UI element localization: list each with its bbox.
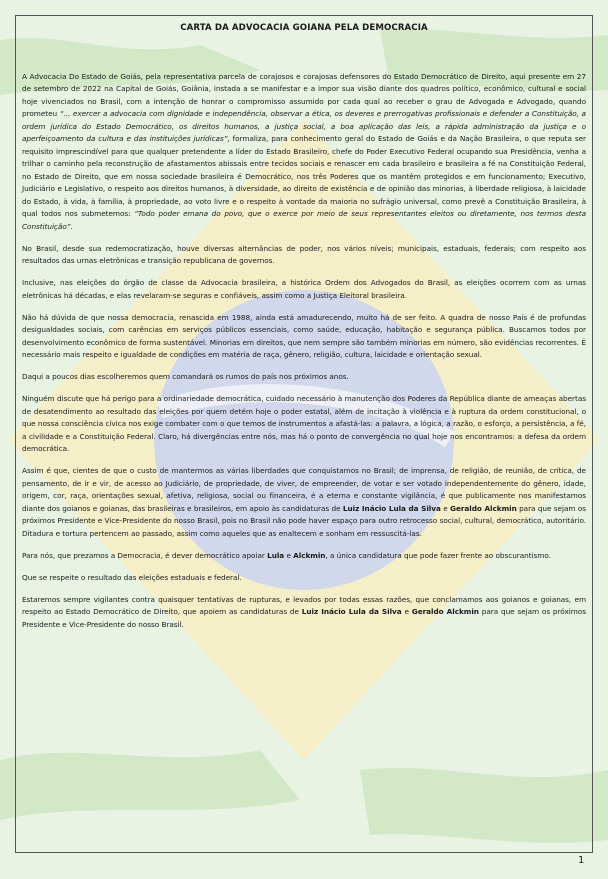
paragraph-4: Não há dúvida de que nossa democracia, renascida em 1988, ainda está amadurecendo, muito há de ser feito. A quadra de nosso País é de profundas desigualdades sociais, com carências em serviços públicos essenciais, como saúde, educação, habitação e segurança pública. Buscamos todos por desenvolvimento econômico de forma sustentável. Minorias em direitos, que nem sempre são também minorias em número, são evidências recorrentes. É necessário mais respeito e igualdade de condições em matéria de raça, gênero, religião, cultura, laicidade e orientação sexual.	[22, 312, 586, 359]
p10-and: e	[401, 607, 412, 616]
p1-end: .	[70, 221, 73, 231]
paragraph-7	[22, 465, 586, 540]
p7-text-cont: para que sejam os próximos Presidente e Vice-Presidente do nosso Brasil, pois no Brasil não pode haver espaço para outro retrocesso social, cultural, democrático, autoritário. Ditadura e tortura pertencem ao passado, assim como aqueles que as enaltecem e sonham em ressuscitá-las.	[22, 503, 586, 538]
p7-candidate-lula: Luiz Inácio Lula da Silva	[342, 503, 441, 513]
p8-lula: Lula	[267, 550, 285, 560]
p7-text: Assim é que, cientes de que o custo de mantermos as várias liberdades que conquistamos no Brasil; de imprensa, de religião, de reunião, de crítica, de pensamento, de ir e vir, de acesso ao Judiciário, de propriedade, de viver, de empreender, de votar e ser votado independentemente do gênero, idade, origem, cor, raça, orientações sexual, afetiva, religiosa, social ou financeira, é a eterna e constante vigilância, é que publicamente nos manifestamos diante dos goianos e goianas, das brasileiras e brasileiros, em apoio às candidaturas de	[22, 466, 586, 513]
p8-text-cont: , a única candidatura que pode fazer frente ao obscurantismo.	[325, 550, 551, 560]
paragraph-9: Que se respeite o resultado das eleições estaduais e federal.	[22, 572, 242, 582]
page-number: 1	[578, 855, 585, 866]
p7-and: e	[440, 503, 451, 513]
p1-text: A Advocacia Do Estado de Goiás, pela representativa parcela de corajosos e corajosas defensores do Estado Democrático de Direito, aqui presente em 27 de setembro de 2022 na Capital de Goiás, Goiânia, instada a se manifestar e a impor sua visão diante dos quadros político, econômico, cultural e social hoje vivenciados no Brasil, com a intenção de honrar o compromisso assumido por cada qual ao receber o grau de Advogada e Advogado, quando prometeu	[22, 71, 586, 118]
paragraph-10	[22, 594, 586, 632]
p10-candidate-alckmin: Geraldo Alckmin	[411, 607, 479, 616]
p1-text-cont: , formaliza, para conhecimento geral do Estado de Goiás e da Nação Brasileira, o que reputa ser requisito imprescindível para que qualquer pretendente a líder do Estado Brasileiro, chefe do Poder Executivo Federal ocupando sua Presidência, venha a trilhar o caminho pela reconstrução de afastamentos abissais entre tecidos sociais e renascer em cada brasileiro e brasileira a fé na Constituição Federal, no Estado de Direito, que em nossa sociedade brasileira é Democrático, nos três Poderes que os mantêm protegidos e em funcionamento; Executivo, Judiciário e Legislativo, o respeito aos direitos humanos, à diversidade, ao direito de existência e de opinião das minorias, à liberdade religiosa, à laicidade do Estado, à vida, à família, à propriedade, ao voto livre e o respeito à vontade da maioria no sufrágio universal, como prevê a Constituição Brasileira, à qual todos nos submetemos:	[22, 134, 586, 218]
paragraph-6: Ninguém discute que há perigo para a ordinariedade democrática, cuidado necessário à manutenção dos Poderes da República diante de ameaças abertas de desatendimento ao resultado das eleições por quem detém hoje o poder estatal, além de incitação à violência e à ruptura da ordem constitucional, o que nossa consciência cívica nos exige combater com o que temos de instrumentos a afastá-las: a palavra, a lógica, a razão, o esforço, a persistência, a fé, a civilidade e a Constituição Federal. Claro, há divergências entre nós, mas há o ponto de convergência no qual hoje nos encontramos: a defesa da ordem democrática.	[22, 394, 586, 453]
p8-text: Para nós, que prezamos a Democracia, é dever democrático apoiar	[22, 550, 268, 560]
p10-candidate-lula: Luiz Inácio Lula da Silva	[301, 607, 402, 616]
p7-candidate-alckmin: Geraldo Alckmin	[450, 503, 517, 513]
paragraph-2: No Brasil, desde sua redemocratização, houve diversas alternâncias de poder, nos vários níveis; municipais, estaduais, federais; com respeito aos resultados das urnas eletrônicas e transição republicana de governos.	[22, 243, 586, 265]
paragraph-5: Daqui a poucos dias escolheremos quem comandará os rumos do país nos próximos anos.	[22, 372, 349, 381]
paragraph-3: Inclusive, nas eleições do órgão de classe da Advocacia brasileira, a histórica Ordem dos Advogados do Brasil, as eleições ocorrem com as urnas eletrônicas há décadas, e elas revelaram-se seguras e confiáveis, assim como a Justiça Eleitoral brasileira.	[22, 278, 586, 300]
p1-constitution-quote: “Todo poder emana do povo, que o exerce por meio de seus representantes eleitos ou diretamente, nos termos desta Constituição”	[22, 209, 587, 231]
paragraph-8	[22, 550, 586, 563]
document-title: CARTA DA ADVOCACIA GOIANA PELA DEMOCRACIA	[180, 23, 428, 33]
p8-alckmin: Alckmin	[293, 550, 326, 560]
p10-text-cont: para que sejam os próximos Presidente e Vice-Presidente do nosso Brasil.	[22, 607, 586, 629]
p8-and: e	[284, 550, 294, 560]
letter-body	[22, 22, 586, 641]
p10-text: Estaremos sempre vigilantes contra quaisquer tentativas de rupturas, e levados por todas essas razões, que conclamamos aos goianos e goianas, em respeito ao Estado Democrático de Direito, que apoiem as candidaturas de	[22, 594, 586, 616]
paragraph-1	[22, 71, 586, 234]
p1-oath-quote: “... exercer a advocacia com dignidade e independência, observar a ética, os deveres e prerrogativas profissionais e defender a Constituição, a ordem jurídica do Estado Democrático, os direitos humanos, a justiça social, a boa aplicação das leis, a rápida administração da justiça e o aperfeiçoamento da cultura e das instituições jurídicas”	[22, 109, 586, 143]
